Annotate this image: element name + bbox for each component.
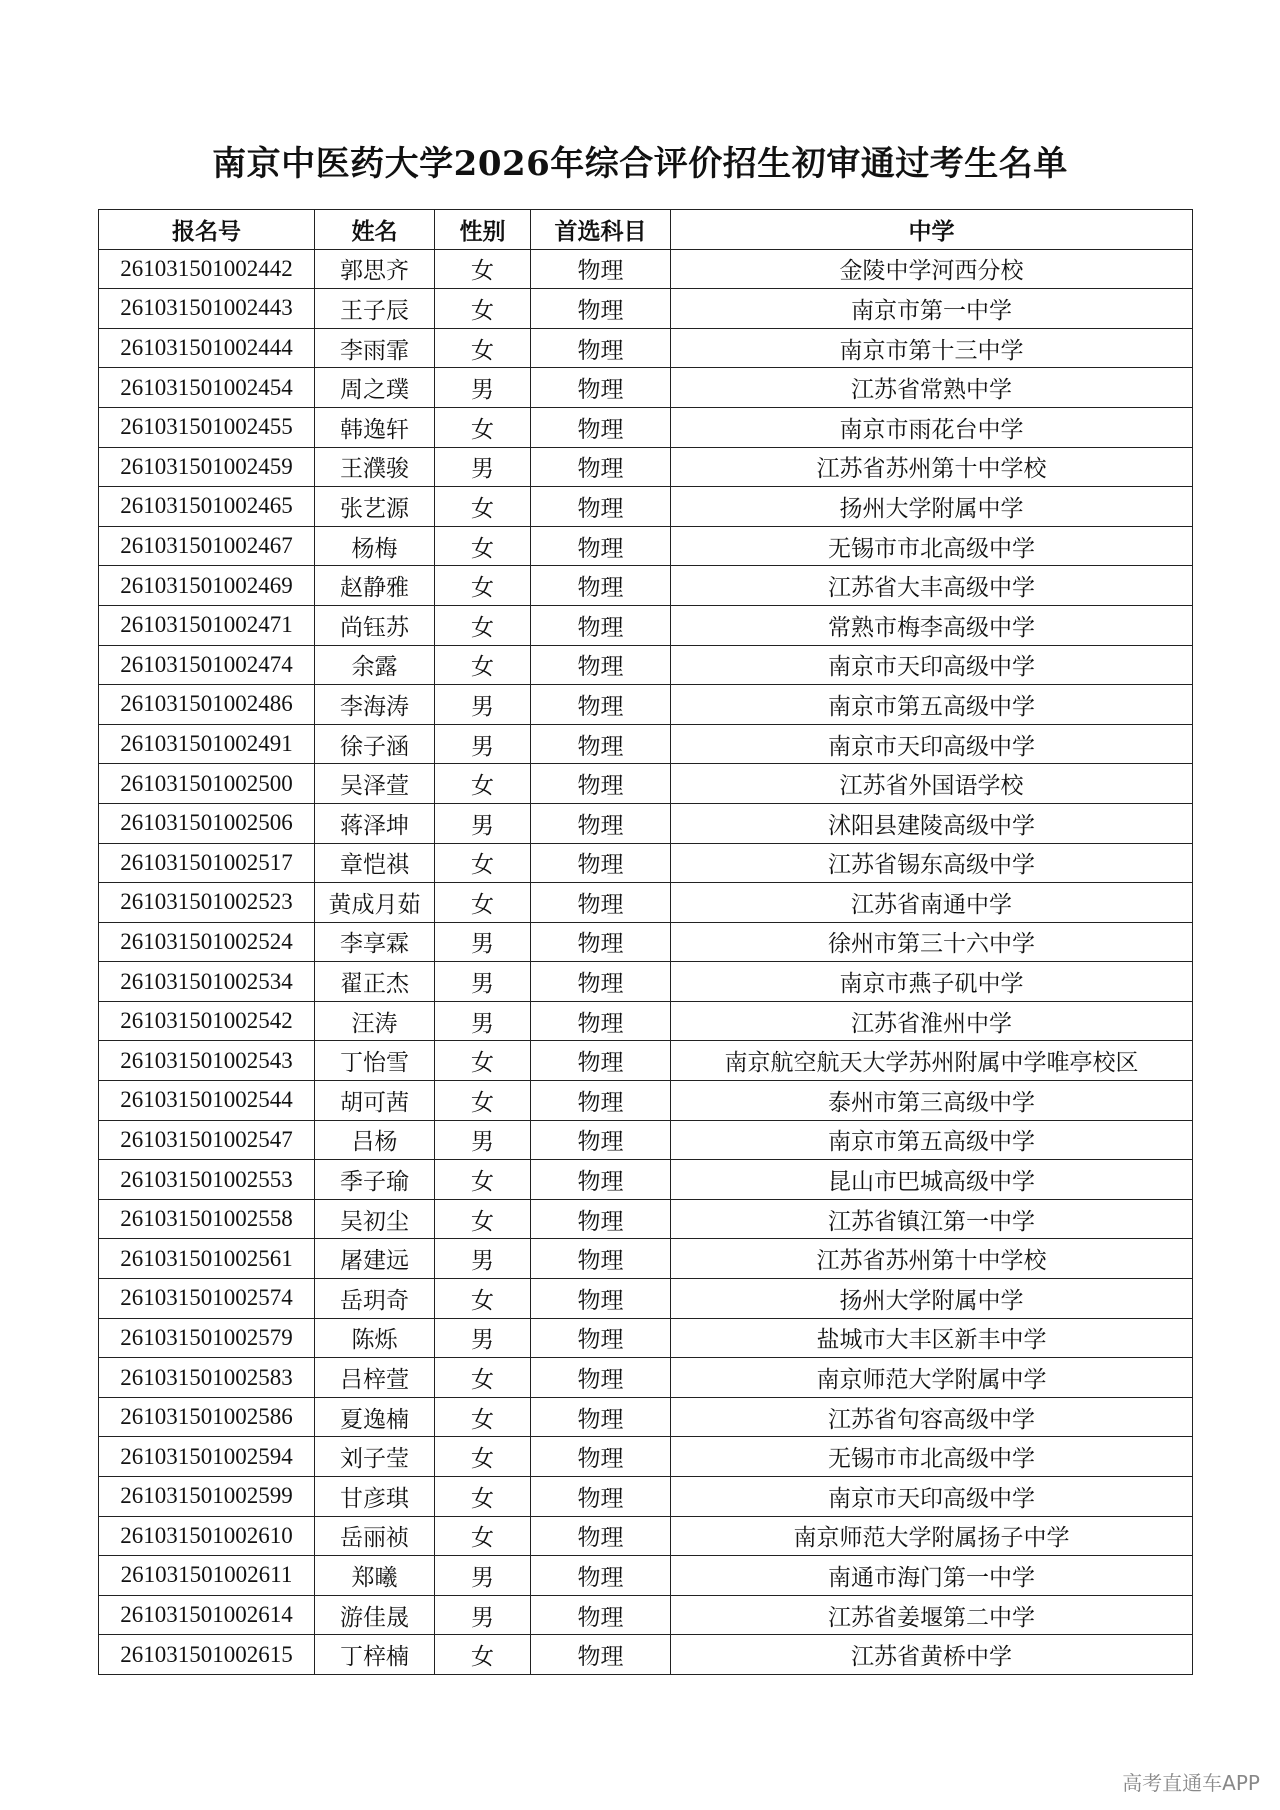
student-name-cell: 甘彦琪 [315,1477,435,1517]
school-cell: 南京市天印高级中学 [671,645,1193,685]
column-header-registration-no: 报名号 [99,210,315,250]
subject-cell: 物理 [531,1595,671,1635]
gender-cell: 女 [435,328,531,368]
registration-no-cell: 261031501002444 [99,328,315,368]
subject-cell: 物理 [531,1516,671,1556]
table-row [99,645,1193,685]
gender-cell: 女 [435,526,531,566]
school-cell: 无锡市市北高级中学 [671,526,1193,566]
registration-no-cell: 261031501002610 [99,1516,315,1556]
table-body [99,249,1193,1674]
school-cell: 江苏省南通中学 [671,883,1193,923]
school-cell: 南京市雨花台中学 [671,407,1193,447]
table-row [99,764,1193,804]
gender-cell: 男 [435,724,531,764]
column-header-gender: 性别 [435,210,531,250]
student-name-cell: 李雨霏 [315,328,435,368]
registration-no-cell: 261031501002454 [99,368,315,408]
subject-cell: 物理 [531,1199,671,1239]
school-cell: 江苏省常熟中学 [671,368,1193,408]
registration-no-cell: 261031501002583 [99,1358,315,1398]
table-row [99,249,1193,289]
registration-no-cell: 261031501002586 [99,1397,315,1437]
student-name-cell: 陈烁 [315,1318,435,1358]
table-row [99,566,1193,606]
school-cell: 南京市天印高级中学 [671,724,1193,764]
gender-cell: 男 [435,685,531,725]
gender-cell: 男 [435,1239,531,1279]
table-row [99,1081,1193,1121]
table-row [99,1477,1193,1517]
subject-cell: 物理 [531,1120,671,1160]
gender-cell: 女 [435,883,531,923]
gender-cell: 女 [435,764,531,804]
registration-no-cell: 261031501002615 [99,1635,315,1675]
gender-cell: 女 [435,1279,531,1319]
school-cell: 江苏省镇江第一中学 [671,1199,1193,1239]
table-row [99,487,1193,527]
school-cell: 江苏省句容高级中学 [671,1397,1193,1437]
student-name-cell: 蒋泽坤 [315,803,435,843]
subject-cell: 物理 [531,526,671,566]
column-header-school: 中学 [671,210,1193,250]
gender-cell: 女 [435,1041,531,1081]
subject-cell: 物理 [531,447,671,487]
school-cell: 江苏省黄桥中学 [671,1635,1193,1675]
table-row [99,1358,1193,1398]
student-name-cell: 丁梓楠 [315,1635,435,1675]
gender-cell: 女 [435,1477,531,1517]
subject-cell: 物理 [531,407,671,447]
subject-cell: 物理 [531,764,671,804]
table-row [99,447,1193,487]
subject-cell: 物理 [531,1397,671,1437]
student-name-cell: 游佳晟 [315,1595,435,1635]
school-cell: 南京航空航天大学苏州附属中学唯亭校区 [671,1041,1193,1081]
table-row [99,1437,1193,1477]
gender-cell: 女 [435,1358,531,1398]
subject-cell: 物理 [531,328,671,368]
student-name-cell: 胡可茜 [315,1081,435,1121]
table-row [99,1279,1193,1319]
student-name-cell: 屠建远 [315,1239,435,1279]
student-name-cell: 吴初尘 [315,1199,435,1239]
subject-cell: 物理 [531,724,671,764]
student-name-cell: 夏逸楠 [315,1397,435,1437]
registration-no-cell: 261031501002611 [99,1556,315,1596]
student-name-cell: 周之璞 [315,368,435,408]
school-cell: 江苏省锡东高级中学 [671,843,1193,883]
table-row [99,1001,1193,1041]
student-name-cell: 岳丽祯 [315,1516,435,1556]
registration-no-cell: 261031501002467 [99,526,315,566]
registration-no-cell: 261031501002547 [99,1120,315,1160]
registration-no-cell: 261031501002574 [99,1279,315,1319]
registration-no-cell: 261031501002543 [99,1041,315,1081]
registration-no-cell: 261031501002455 [99,407,315,447]
registration-no-cell: 261031501002491 [99,724,315,764]
table-row [99,526,1193,566]
gender-cell: 女 [435,1516,531,1556]
student-name-cell: 郑曦 [315,1556,435,1596]
registration-no-cell: 261031501002469 [99,566,315,606]
student-name-cell: 岳玥奇 [315,1279,435,1319]
school-cell: 扬州大学附属中学 [671,487,1193,527]
student-name-cell: 王子辰 [315,289,435,329]
subject-cell: 物理 [531,249,671,289]
registration-no-cell: 261031501002558 [99,1199,315,1239]
student-name-cell: 徐子涵 [315,724,435,764]
gender-cell: 女 [435,487,531,527]
student-name-cell: 韩逸轩 [315,407,435,447]
registration-no-cell: 261031501002465 [99,487,315,527]
school-cell: 徐州市第三十六中学 [671,922,1193,962]
registration-no-cell: 261031501002500 [99,764,315,804]
gender-cell: 女 [435,605,531,645]
table-row [99,1199,1193,1239]
table-row [99,803,1193,843]
subject-cell: 物理 [531,1001,671,1041]
page-title: 南京中医药大学2026年综合评价招生初审通过考生名单 [212,144,1068,184]
table-row [99,605,1193,645]
school-cell: 泰州市第三高级中学 [671,1081,1193,1121]
gender-cell: 女 [435,1635,531,1675]
student-name-cell: 章恺祺 [315,843,435,883]
watermark: 高考直通车APP [1122,1771,1260,1795]
registration-no-cell: 261031501002553 [99,1160,315,1200]
school-cell: 江苏省大丰高级中学 [671,566,1193,606]
school-cell: 南京市第五高级中学 [671,685,1193,725]
table-row [99,1239,1193,1279]
student-name-cell: 季子瑜 [315,1160,435,1200]
subject-cell: 物理 [531,1358,671,1398]
subject-cell: 物理 [531,922,671,962]
subject-cell: 物理 [531,803,671,843]
subject-cell: 物理 [531,605,671,645]
subject-cell: 物理 [531,1041,671,1081]
subject-cell: 物理 [531,289,671,329]
table-row [99,1160,1193,1200]
registration-no-cell: 261031501002486 [99,685,315,725]
subject-cell: 物理 [531,1318,671,1358]
admission-list-table [98,209,1193,1675]
gender-cell: 男 [435,1318,531,1358]
registration-no-cell: 261031501002523 [99,883,315,923]
table-row [99,724,1193,764]
gender-cell: 女 [435,566,531,606]
subject-cell: 物理 [531,566,671,606]
registration-no-cell: 261031501002524 [99,922,315,962]
student-name-cell: 李享霖 [315,922,435,962]
school-cell: 南京市第一中学 [671,289,1193,329]
gender-cell: 男 [435,962,531,1002]
student-name-cell: 王濮骏 [315,447,435,487]
table-row [99,368,1193,408]
gender-cell: 女 [435,1081,531,1121]
subject-cell: 物理 [531,487,671,527]
gender-cell: 女 [435,645,531,685]
table-row [99,1556,1193,1596]
column-header-name: 姓名 [315,210,435,250]
school-cell: 南京师范大学附属扬子中学 [671,1516,1193,1556]
table-header-row [99,210,1193,250]
table-row [99,1635,1193,1675]
table-row [99,883,1193,923]
subject-cell: 物理 [531,1239,671,1279]
student-name-cell: 吴泽萱 [315,764,435,804]
subject-cell: 物理 [531,1081,671,1121]
table-row [99,962,1193,1002]
gender-cell: 女 [435,1437,531,1477]
student-name-cell: 吕杨 [315,1120,435,1160]
subject-cell: 物理 [531,1279,671,1319]
student-name-cell: 余露 [315,645,435,685]
school-cell: 江苏省外国语学校 [671,764,1193,804]
student-name-cell: 杨梅 [315,526,435,566]
table-row [99,407,1193,447]
student-name-cell: 赵静雅 [315,566,435,606]
subject-cell: 物理 [531,843,671,883]
registration-no-cell: 261031501002561 [99,1239,315,1279]
gender-cell: 男 [435,447,531,487]
subject-cell: 物理 [531,685,671,725]
gender-cell: 女 [435,1160,531,1200]
table-row [99,1397,1193,1437]
school-cell: 常熟市梅李高级中学 [671,605,1193,645]
table-row [99,289,1193,329]
registration-no-cell: 261031501002614 [99,1595,315,1635]
gender-cell: 男 [435,1595,531,1635]
subject-cell: 物理 [531,368,671,408]
gender-cell: 男 [435,1001,531,1041]
gender-cell: 女 [435,843,531,883]
school-cell: 扬州大学附属中学 [671,1279,1193,1319]
school-cell: 南京市第十三中学 [671,328,1193,368]
school-cell: 江苏省淮州中学 [671,1001,1193,1041]
registration-no-cell: 261031501002443 [99,289,315,329]
student-name-cell: 刘子莹 [315,1437,435,1477]
gender-cell: 男 [435,368,531,408]
subject-cell: 物理 [531,1635,671,1675]
gender-cell: 女 [435,289,531,329]
student-name-cell: 李海涛 [315,685,435,725]
table-row [99,922,1193,962]
registration-no-cell: 261031501002474 [99,645,315,685]
student-name-cell: 吕梓萱 [315,1358,435,1398]
school-cell: 盐城市大丰区新丰中学 [671,1318,1193,1358]
table-row [99,1595,1193,1635]
subject-cell: 物理 [531,1437,671,1477]
school-cell: 昆山市巴城高级中学 [671,1160,1193,1200]
subject-cell: 物理 [531,883,671,923]
school-cell: 南京市天印高级中学 [671,1477,1193,1517]
gender-cell: 女 [435,407,531,447]
student-name-cell: 郭思齐 [315,249,435,289]
school-cell: 江苏省苏州第十中学校 [671,1239,1193,1279]
registration-no-cell: 261031501002517 [99,843,315,883]
registration-no-cell: 261031501002442 [99,249,315,289]
student-name-cell: 张艺源 [315,487,435,527]
registration-no-cell: 261031501002506 [99,803,315,843]
school-cell: 金陵中学河西分校 [671,249,1193,289]
column-header-subject: 首选科目 [531,210,671,250]
student-name-cell: 翟正杰 [315,962,435,1002]
table-row [99,1318,1193,1358]
registration-no-cell: 261031501002579 [99,1318,315,1358]
table-row [99,1041,1193,1081]
registration-no-cell: 261031501002534 [99,962,315,1002]
table-row [99,685,1193,725]
school-cell: 无锡市市北高级中学 [671,1437,1193,1477]
registration-no-cell: 261031501002544 [99,1081,315,1121]
registration-no-cell: 261031501002594 [99,1437,315,1477]
table-row [99,328,1193,368]
gender-cell: 男 [435,1120,531,1160]
gender-cell: 女 [435,1199,531,1239]
school-cell: 南京市第五高级中学 [671,1120,1193,1160]
student-name-cell: 黄成月茹 [315,883,435,923]
subject-cell: 物理 [531,645,671,685]
subject-cell: 物理 [531,1477,671,1517]
gender-cell: 男 [435,1556,531,1596]
school-cell: 沭阳县建陵高级中学 [671,803,1193,843]
subject-cell: 物理 [531,1160,671,1200]
gender-cell: 女 [435,1397,531,1437]
gender-cell: 男 [435,922,531,962]
student-name-cell: 尚钰苏 [315,605,435,645]
school-cell: 南京市燕子矶中学 [671,962,1193,1002]
registration-no-cell: 261031501002471 [99,605,315,645]
student-name-cell: 丁怡雪 [315,1041,435,1081]
school-cell: 江苏省姜堰第二中学 [671,1595,1193,1635]
school-cell: 南京师范大学附属中学 [671,1358,1193,1398]
subject-cell: 物理 [531,962,671,1002]
registration-no-cell: 261031501002542 [99,1001,315,1041]
school-cell: 南通市海门第一中学 [671,1556,1193,1596]
gender-cell: 女 [435,249,531,289]
table-row [99,1120,1193,1160]
subject-cell: 物理 [531,1556,671,1596]
registration-no-cell: 261031501002599 [99,1477,315,1517]
student-name-cell: 汪涛 [315,1001,435,1041]
table-row [99,843,1193,883]
school-cell: 江苏省苏州第十中学校 [671,447,1193,487]
gender-cell: 男 [435,803,531,843]
registration-no-cell: 261031501002459 [99,447,315,487]
table-row [99,1516,1193,1556]
